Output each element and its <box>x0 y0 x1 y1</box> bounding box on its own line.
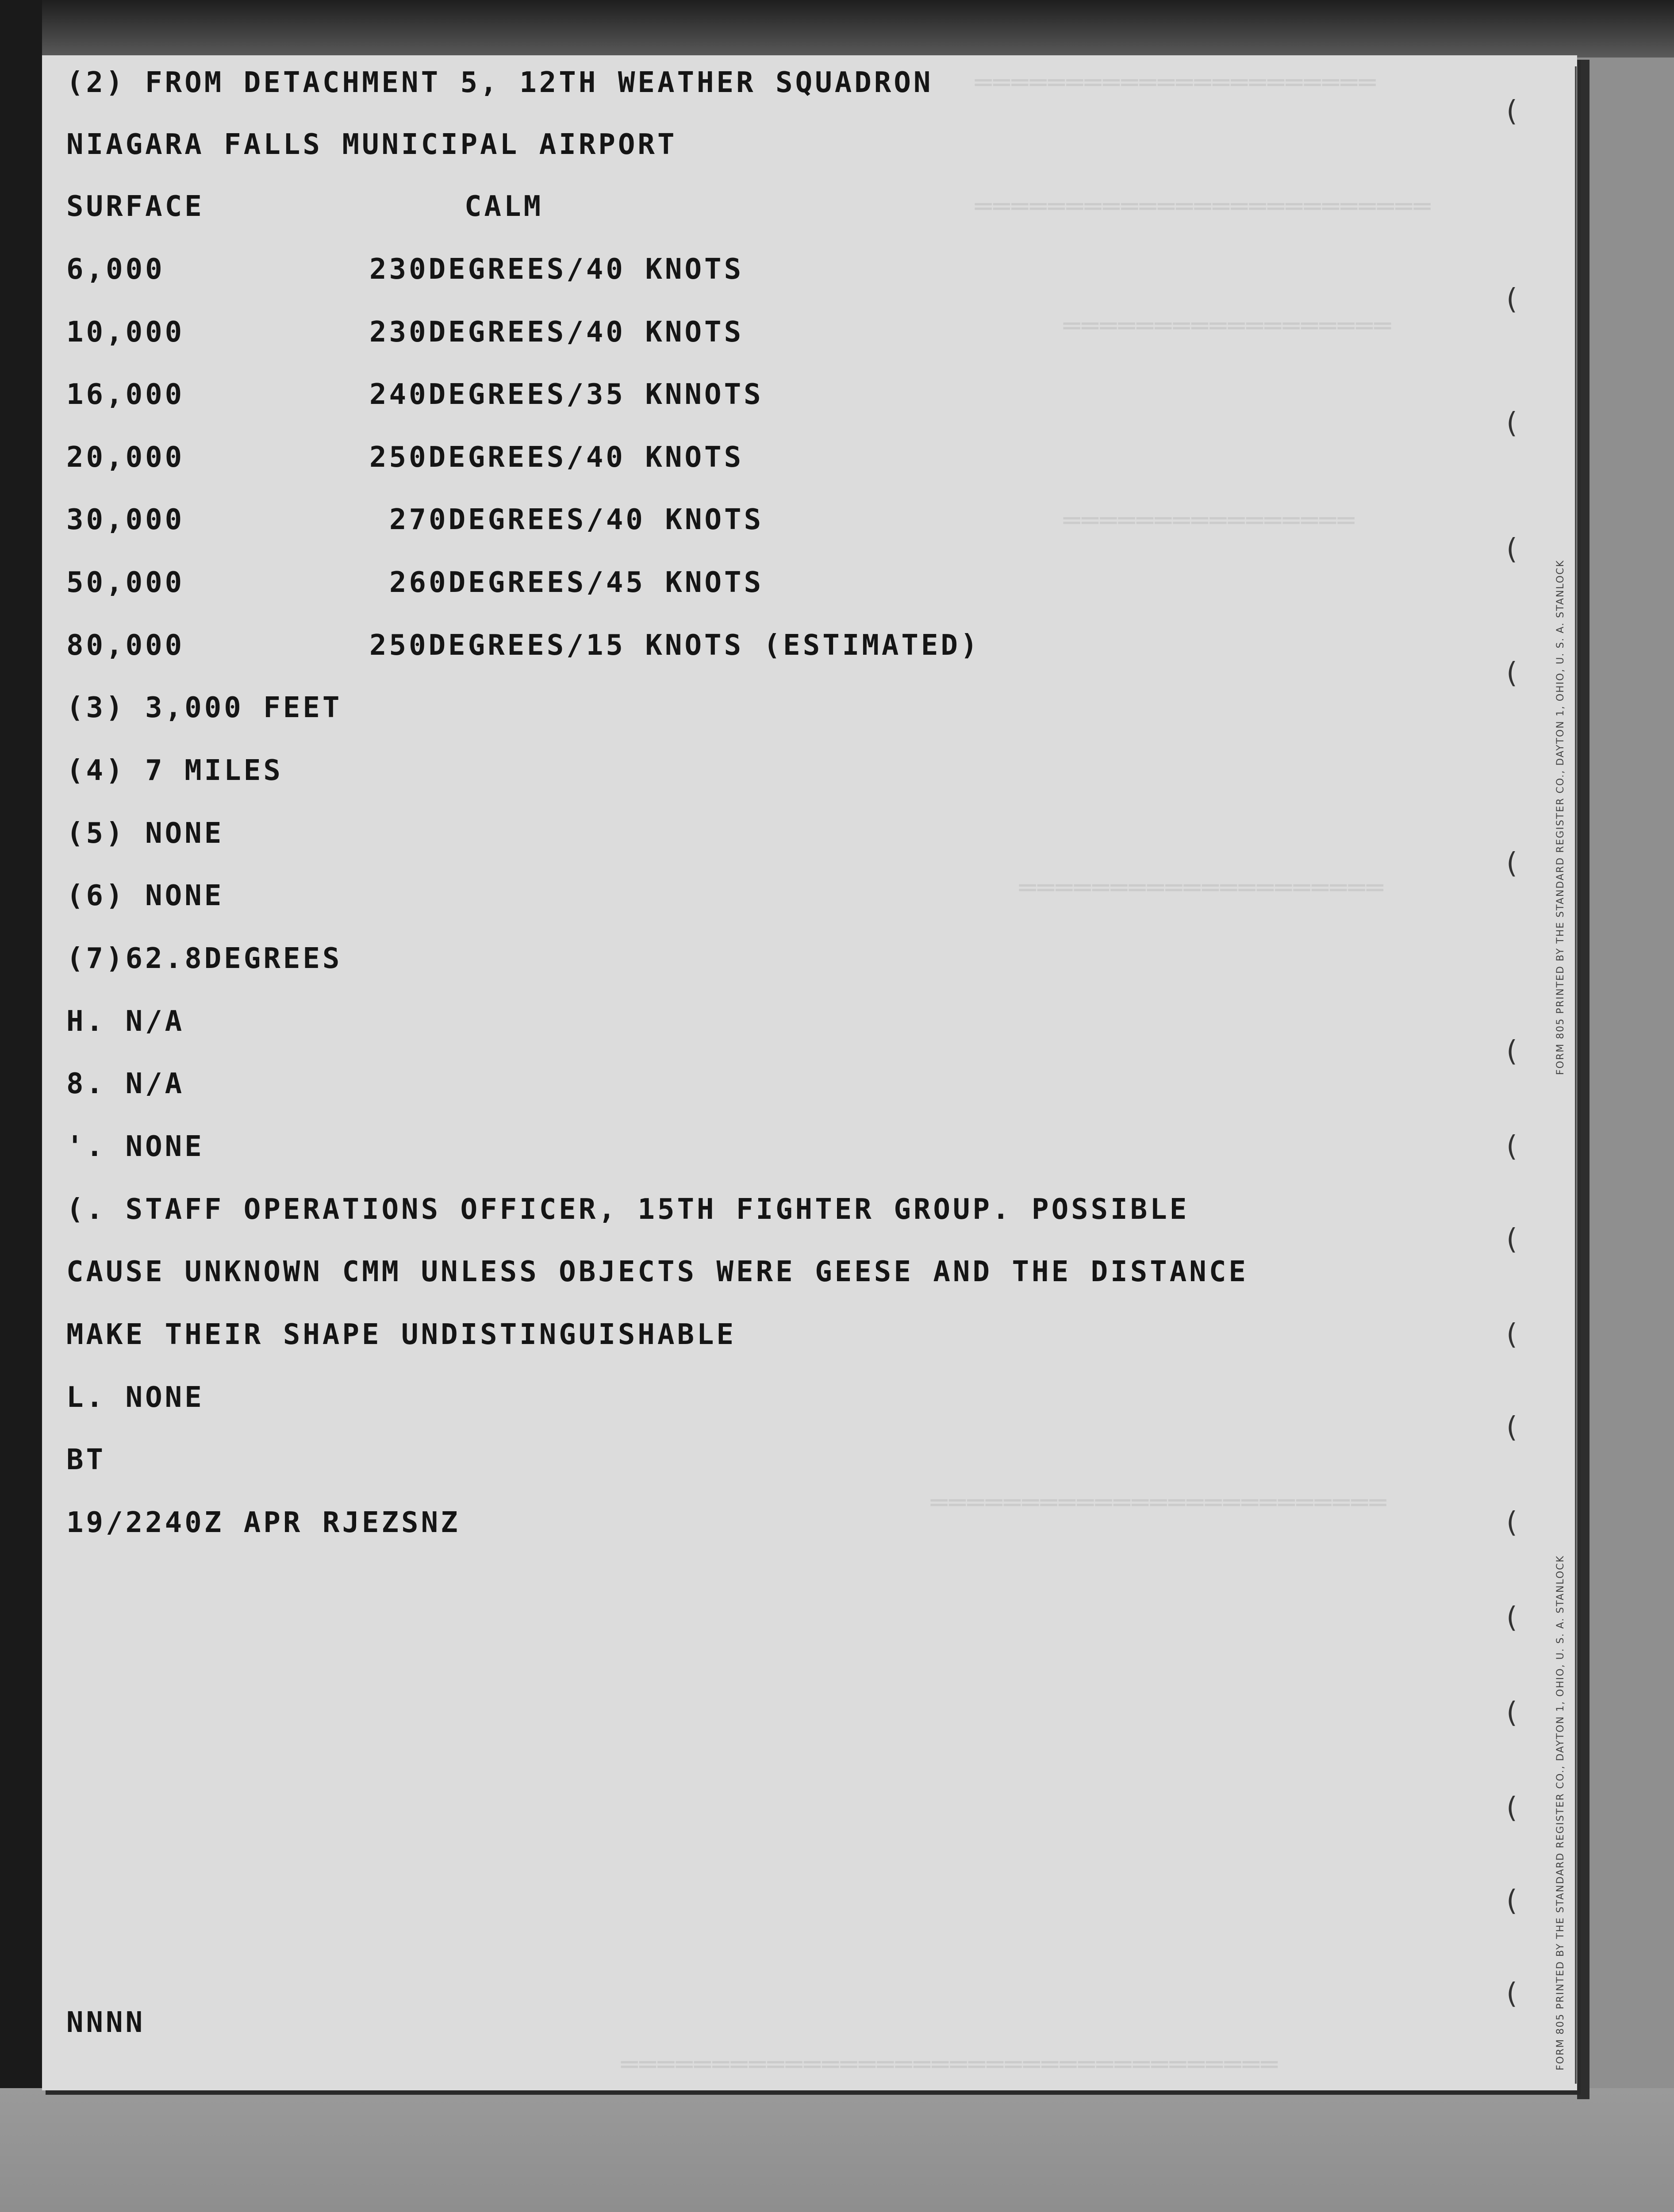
feed-hole-mark: ( <box>1506 1697 1517 1729</box>
feed-hole-mark: ( <box>1506 657 1517 690</box>
teletype-page <box>42 55 1577 2090</box>
wind-value: 260DEGREES/45 KNOTS <box>389 566 764 599</box>
wind-value: 230DEGREES/40 KNOTS <box>369 253 744 286</box>
feed-hole-mark: ( <box>1506 95 1517 128</box>
altitude-value: 10,000 <box>66 316 185 349</box>
message-line-detachment: (2) FROM DETACHMENT 5, 12TH WEATHER SQUADRON <box>66 66 933 99</box>
feed-hole-mark: ( <box>1506 1223 1517 1256</box>
item-j-line: '. NONE <box>66 1130 204 1163</box>
item-k-line-3: MAKE THEIR SHAPE UNDISTINGUISHABLE <box>66 1318 737 1351</box>
item-l-line: L. NONE <box>66 1381 204 1414</box>
feed-hole-mark: ( <box>1506 1411 1517 1444</box>
message-line-airport: NIAGARA FALLS MUNICIPAL AIRPORT <box>66 128 677 161</box>
altitude-value: 30,000 <box>66 503 185 536</box>
bleed-through-texture: ═════════════════════════ <box>973 190 1431 223</box>
wind-value: 250DEGREES/40 KNOTS <box>369 441 744 474</box>
date-time-group: 19/2240Z APR RJEZSNZ <box>66 1506 461 1539</box>
photo-backdrop-top <box>0 0 1674 58</box>
item-5-line: (5) NONE <box>66 817 224 850</box>
item-7-line: (7)62.8DEGREES <box>66 942 342 975</box>
feed-hole-mark: ( <box>1506 1318 1517 1351</box>
visibility-line: (4) 7 MILES <box>66 754 283 787</box>
item-h-line: H. N/A <box>66 1005 185 1038</box>
feed-hole-mark: ( <box>1506 407 1517 440</box>
altitude-value: 50,000 <box>66 566 185 599</box>
item-k-line-2: CAUSE UNKNOWN CMM UNLESS OBJECTS WERE GEESE AND THE DISTANCE <box>66 1256 1248 1288</box>
surface-wind: CALM <box>465 190 544 223</box>
form-imprint-upper: FORM 805 PRINTED BY THE STANDARD REGISTER CO., DAYTON 1, OHIO, U. S. A. STANLOCK <box>1555 560 1566 1075</box>
altitude-value: 6,000 <box>66 253 165 286</box>
bleed-through-texture: ══════════════════════ <box>973 66 1376 99</box>
bleed-through-texture: ════════════════════════════════════ <box>619 2048 1278 2081</box>
perforation-edge <box>1575 66 1577 2084</box>
ceiling-line: (3) 3,000 FEET <box>66 691 342 724</box>
feed-hole-mark: ( <box>1506 1885 1517 1917</box>
item-8-line: 8. N/A <box>66 1068 185 1100</box>
wind-value: 240DEGREES/35 KNNOTS <box>369 378 764 411</box>
feed-hole-mark: ( <box>1506 847 1517 880</box>
form-imprint-lower: FORM 805 PRINTED BY THE STANDARD REGISTER CO., DAYTON 1, OHIO, U. S. A. STANLOCK <box>1555 1555 1566 2070</box>
feed-hole-mark: ( <box>1506 1601 1517 1634</box>
item-k-line-1: (. STAFF OPERATIONS OFFICER, 15TH FIGHTER GROUP. POSSIBLE <box>66 1193 1190 1226</box>
feed-hole-mark: ( <box>1506 1978 1517 2010</box>
wind-value: 250DEGREES/15 KNOTS (ESTIMATED) <box>369 629 980 662</box>
feed-hole-mark: ( <box>1506 283 1517 316</box>
feed-hole-mark: ( <box>1506 533 1517 566</box>
feed-hole-mark: ( <box>1506 1035 1517 1068</box>
surface-label: SURFACE <box>66 190 204 223</box>
item-6-line: (6) NONE <box>66 879 224 912</box>
bleed-through-texture: ════════════════════ <box>1017 872 1383 904</box>
bleed-through-texture: ═════════════════════════ <box>929 1486 1386 1519</box>
photo-backdrop-bottom <box>0 2088 1674 2212</box>
altitude-value: 80,000 <box>66 629 185 662</box>
bleed-through-texture: ════════════════ <box>1062 504 1355 537</box>
feed-hole-mark: ( <box>1506 1506 1517 1539</box>
paper-shadow <box>1577 60 1590 2099</box>
wind-value: 270DEGREES/40 KNOTS <box>389 503 764 536</box>
break-marker: BT <box>66 1444 106 1476</box>
photo-backdrop-left <box>0 0 42 2088</box>
altitude-value: 20,000 <box>66 441 185 474</box>
end-of-message: NNNN <box>66 2006 146 2039</box>
bleed-through-texture: ══════════════════ <box>1062 310 1391 342</box>
wind-value: 230DEGREES/40 KNOTS <box>369 316 744 349</box>
altitude-value: 16,000 <box>66 378 185 411</box>
feed-hole-mark: ( <box>1506 1130 1517 1163</box>
feed-hole-mark: ( <box>1506 1792 1517 1824</box>
